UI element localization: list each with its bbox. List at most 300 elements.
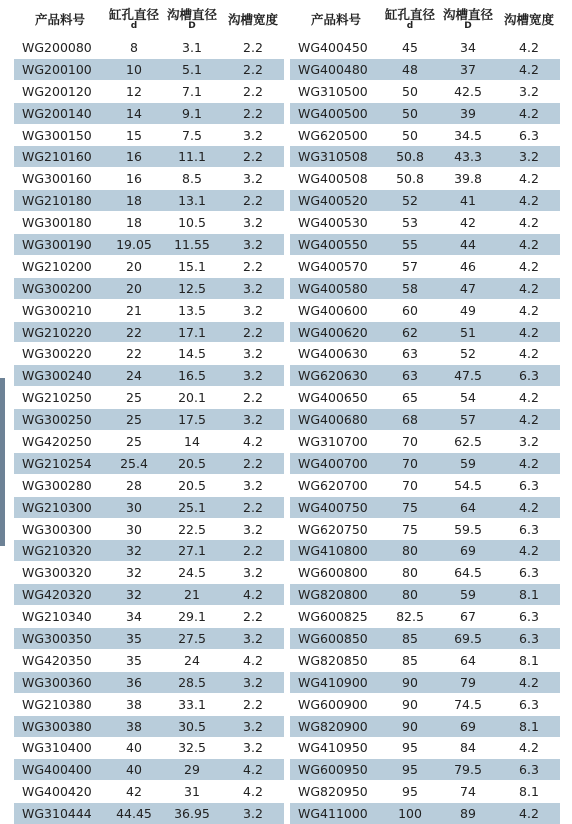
- table-row: [14, 759, 284, 781]
- cell-groove-width: 3.2: [222, 562, 284, 584]
- header-groove-diameter: 沟槽直径 D: [438, 4, 498, 37]
- table-row: [290, 496, 560, 518]
- cell-part-number: WG400550: [290, 234, 382, 256]
- cell-groove-diameter: 74.5: [438, 693, 498, 715]
- cell-part-number: WG300320: [14, 562, 106, 584]
- cell-bore-diameter: 95: [382, 759, 438, 781]
- table-row: [14, 146, 284, 168]
- header-row: [14, 4, 284, 37]
- cell-bore-diameter: 30: [106, 496, 162, 518]
- cell-groove-diameter: 25.1: [162, 496, 222, 518]
- cell-bore-diameter: 25.4: [106, 452, 162, 474]
- cell-part-number: WG210300: [14, 496, 106, 518]
- cell-part-number: WG420350: [14, 649, 106, 671]
- table-row: [290, 474, 560, 496]
- cell-groove-width: 2.2: [222, 693, 284, 715]
- cell-groove-diameter: 17.5: [162, 409, 222, 431]
- cell-part-number: WG300280: [14, 474, 106, 496]
- cell-bore-diameter: 80: [382, 584, 438, 606]
- cell-bore-diameter: 16: [106, 168, 162, 190]
- table-row: [290, 102, 560, 124]
- cell-bore-diameter: 35: [106, 628, 162, 650]
- cell-groove-diameter: 30.5: [162, 715, 222, 737]
- cell-bore-diameter: 40: [106, 737, 162, 759]
- cell-part-number: WG300350: [14, 628, 106, 650]
- cell-bore-diameter: 21: [106, 299, 162, 321]
- cell-part-number: WG200080: [14, 37, 106, 59]
- table-row: [14, 781, 284, 803]
- cell-part-number: WG310500: [290, 80, 382, 102]
- cell-groove-diameter: 54.5: [438, 474, 498, 496]
- cell-groove-diameter: 13.1: [162, 190, 222, 212]
- cell-groove-width: 8.1: [498, 649, 560, 671]
- cell-bore-diameter: 62: [382, 321, 438, 343]
- cell-groove-width: 2.2: [222, 452, 284, 474]
- cell-bore-diameter: 45: [382, 37, 438, 59]
- cell-groove-diameter: 5.1: [162, 58, 222, 80]
- cell-groove-width: 4.2: [498, 671, 560, 693]
- cell-part-number: WG310700: [290, 431, 382, 453]
- cell-groove-width: 6.3: [498, 124, 560, 146]
- cell-part-number: WG620700: [290, 474, 382, 496]
- cell-bore-diameter: 12: [106, 80, 162, 102]
- cell-part-number: WG210180: [14, 190, 106, 212]
- cell-bore-diameter: 34: [106, 606, 162, 628]
- table-row: [290, 168, 560, 190]
- spec-table-left: [14, 4, 284, 824]
- cell-groove-width: 8.1: [498, 715, 560, 737]
- cell-groove-diameter: 67: [438, 606, 498, 628]
- cell-groove-diameter: 11.1: [162, 146, 222, 168]
- cell-groove-diameter: 32.5: [162, 737, 222, 759]
- cell-part-number: WG310400: [14, 737, 106, 759]
- table-row: [14, 299, 284, 321]
- cell-groove-diameter: 47.5: [438, 365, 498, 387]
- cell-bore-diameter: 15: [106, 124, 162, 146]
- cell-bore-diameter: 90: [382, 715, 438, 737]
- table-row: [290, 365, 560, 387]
- cell-bore-diameter: 50.8: [382, 146, 438, 168]
- cell-groove-width: 2.2: [222, 496, 284, 518]
- cell-groove-diameter: 28.5: [162, 671, 222, 693]
- cell-groove-diameter: 59.5: [438, 518, 498, 540]
- cell-groove-width: 6.3: [498, 518, 560, 540]
- table-row: [290, 759, 560, 781]
- cell-groove-diameter: 44: [438, 234, 498, 256]
- cell-part-number: WG620750: [290, 518, 382, 540]
- cell-bore-diameter: 14: [106, 102, 162, 124]
- left-edge-bar: [0, 378, 5, 546]
- cell-bore-diameter: 100: [382, 803, 438, 824]
- cell-groove-width: 3.2: [222, 365, 284, 387]
- cell-part-number: WG210200: [14, 255, 106, 277]
- cell-groove-diameter: 49: [438, 299, 498, 321]
- cell-part-number: WG400450: [290, 37, 382, 59]
- cell-groove-width: 2.2: [222, 146, 284, 168]
- cell-groove-diameter: 64: [438, 649, 498, 671]
- table-row: [14, 628, 284, 650]
- cell-part-number: WG300190: [14, 234, 106, 256]
- header-groove-width: 沟槽宽度: [498, 4, 560, 37]
- cell-groove-diameter: 24.5: [162, 562, 222, 584]
- cell-groove-diameter: 27.1: [162, 540, 222, 562]
- cell-groove-width: 4.2: [222, 431, 284, 453]
- cell-groove-diameter: 7.1: [162, 80, 222, 102]
- table-row: [14, 234, 284, 256]
- table-row: [290, 212, 560, 234]
- cell-bore-diameter: 80: [382, 540, 438, 562]
- cell-part-number: WG400650: [290, 387, 382, 409]
- cell-groove-width: 3.2: [498, 431, 560, 453]
- cell-groove-width: 2.2: [222, 387, 284, 409]
- cell-part-number: WG600850: [290, 628, 382, 650]
- table-row: [290, 628, 560, 650]
- table-row: [14, 693, 284, 715]
- cell-part-number: WG300300: [14, 518, 106, 540]
- cell-bore-diameter: 20: [106, 277, 162, 299]
- table-row: [290, 431, 560, 453]
- table-row: [290, 781, 560, 803]
- cell-groove-width: 3.2: [222, 715, 284, 737]
- cell-groove-diameter: 62.5: [438, 431, 498, 453]
- cell-part-number: WG400530: [290, 212, 382, 234]
- table-row: [290, 409, 560, 431]
- cell-groove-width: 4.2: [222, 759, 284, 781]
- table-row: [14, 671, 284, 693]
- cell-bore-diameter: 36: [106, 671, 162, 693]
- cell-bore-diameter: 42: [106, 781, 162, 803]
- table-row: [290, 649, 560, 671]
- cell-part-number: WG400620: [290, 321, 382, 343]
- cell-part-number: WG420250: [14, 431, 106, 453]
- cell-part-number: WG210220: [14, 321, 106, 343]
- table-row: [14, 255, 284, 277]
- table-row: [290, 146, 560, 168]
- table-row: [14, 474, 284, 496]
- cell-groove-diameter: 12.5: [162, 277, 222, 299]
- cell-part-number: WG300380: [14, 715, 106, 737]
- cell-bore-diameter: 32: [106, 540, 162, 562]
- cell-part-number: WG400600: [290, 299, 382, 321]
- cell-groove-width: 4.2: [498, 737, 560, 759]
- cell-groove-diameter: 79.5: [438, 759, 498, 781]
- cell-groove-diameter: 64: [438, 496, 498, 518]
- table-row: [14, 321, 284, 343]
- cell-part-number: WG300200: [14, 277, 106, 299]
- table-row: [14, 387, 284, 409]
- table-row: [14, 277, 284, 299]
- cell-bore-diameter: 50: [382, 102, 438, 124]
- cell-groove-width: 4.2: [498, 37, 560, 59]
- cell-groove-width: 6.3: [498, 693, 560, 715]
- cell-groove-diameter: 13.5: [162, 299, 222, 321]
- cell-part-number: WG400420: [14, 781, 106, 803]
- table-row: [14, 737, 284, 759]
- cell-groove-width: 4.2: [498, 452, 560, 474]
- cell-bore-diameter: 52: [382, 190, 438, 212]
- cell-part-number: WG820950: [290, 781, 382, 803]
- cell-groove-diameter: 74: [438, 781, 498, 803]
- cell-part-number: WG400480: [290, 58, 382, 80]
- cell-groove-width: 4.2: [498, 803, 560, 824]
- table-row: [14, 80, 284, 102]
- cell-bore-diameter: 95: [382, 737, 438, 759]
- cell-groove-width: 8.1: [498, 781, 560, 803]
- cell-bore-diameter: 19.05: [106, 234, 162, 256]
- cell-groove-diameter: 16.5: [162, 365, 222, 387]
- cell-groove-width: 4.2: [222, 584, 284, 606]
- cell-groove-width: 3.2: [222, 628, 284, 650]
- cell-groove-diameter: 21: [162, 584, 222, 606]
- cell-bore-diameter: 90: [382, 693, 438, 715]
- cell-groove-diameter: 36.95: [162, 803, 222, 824]
- cell-bore-diameter: 25: [106, 431, 162, 453]
- cell-groove-width: 3.2: [222, 737, 284, 759]
- cell-bore-diameter: 63: [382, 343, 438, 365]
- cell-groove-diameter: 39.8: [438, 168, 498, 190]
- cell-bore-diameter: 24: [106, 365, 162, 387]
- cell-part-number: WG820900: [290, 715, 382, 737]
- table-row: [290, 452, 560, 474]
- cell-groove-width: 2.2: [222, 540, 284, 562]
- cell-groove-diameter: 42: [438, 212, 498, 234]
- cell-bore-diameter: 32: [106, 562, 162, 584]
- cell-part-number: WG400580: [290, 277, 382, 299]
- cell-part-number: WG620630: [290, 365, 382, 387]
- table-row: [14, 190, 284, 212]
- cell-part-number: WG200120: [14, 80, 106, 102]
- cell-groove-width: 4.2: [498, 212, 560, 234]
- cell-part-number: WG300160: [14, 168, 106, 190]
- cell-groove-diameter: 54: [438, 387, 498, 409]
- cell-bore-diameter: 58: [382, 277, 438, 299]
- cell-part-number: WG210254: [14, 452, 106, 474]
- cell-groove-width: 3.2: [498, 80, 560, 102]
- cell-groove-diameter: 57: [438, 409, 498, 431]
- cell-groove-diameter: 47: [438, 277, 498, 299]
- cell-groove-width: 3.2: [222, 671, 284, 693]
- cell-groove-diameter: 34: [438, 37, 498, 59]
- cell-groove-width: 4.2: [498, 255, 560, 277]
- cell-groove-width: 2.2: [222, 102, 284, 124]
- cell-bore-diameter: 8: [106, 37, 162, 59]
- cell-part-number: WG820850: [290, 649, 382, 671]
- cell-bore-diameter: 85: [382, 628, 438, 650]
- cell-part-number: WG600825: [290, 606, 382, 628]
- cell-part-number: WG600900: [290, 693, 382, 715]
- table-row: [14, 649, 284, 671]
- cell-groove-width: 2.2: [222, 80, 284, 102]
- header-bore-diameter: 缸孔直径 d: [106, 4, 162, 37]
- cell-part-number: WG420320: [14, 584, 106, 606]
- cell-groove-width: 6.3: [498, 606, 560, 628]
- cell-bore-diameter: 75: [382, 518, 438, 540]
- cell-bore-diameter: 57: [382, 255, 438, 277]
- table-row: [290, 277, 560, 299]
- cell-groove-width: 4.2: [498, 190, 560, 212]
- cell-groove-diameter: 37: [438, 58, 498, 80]
- spec-table-right: [290, 4, 560, 824]
- cell-groove-diameter: 64.5: [438, 562, 498, 584]
- cell-bore-diameter: 90: [382, 671, 438, 693]
- cell-part-number: WG411000: [290, 803, 382, 824]
- cell-part-number: WG210380: [14, 693, 106, 715]
- cell-bore-diameter: 70: [382, 431, 438, 453]
- cell-groove-width: 4.2: [498, 102, 560, 124]
- table-row: [290, 299, 560, 321]
- cell-groove-width: 6.3: [498, 474, 560, 496]
- cell-bore-diameter: 16: [106, 146, 162, 168]
- cell-groove-diameter: 24: [162, 649, 222, 671]
- header-groove-width: 沟槽宽度: [222, 4, 284, 37]
- table-row: [290, 540, 560, 562]
- table-row: [14, 606, 284, 628]
- cell-groove-width: 2.2: [222, 190, 284, 212]
- cell-bore-diameter: 18: [106, 190, 162, 212]
- cell-groove-diameter: 41: [438, 190, 498, 212]
- cell-groove-width: 3.2: [498, 146, 560, 168]
- cell-part-number: WG300360: [14, 671, 106, 693]
- cell-groove-width: 4.2: [498, 168, 560, 190]
- cell-bore-diameter: 20: [106, 255, 162, 277]
- cell-bore-diameter: 32: [106, 584, 162, 606]
- cell-bore-diameter: 70: [382, 452, 438, 474]
- cell-groove-diameter: 29.1: [162, 606, 222, 628]
- cell-part-number: WG400570: [290, 255, 382, 277]
- cell-bore-diameter: 55: [382, 234, 438, 256]
- cell-groove-diameter: 11.55: [162, 234, 222, 256]
- cell-groove-diameter: 79: [438, 671, 498, 693]
- table-row: [14, 431, 284, 453]
- cell-groove-width: 2.2: [222, 321, 284, 343]
- table-row: [290, 58, 560, 80]
- cell-part-number: WG310508: [290, 146, 382, 168]
- table-row: [290, 387, 560, 409]
- cell-groove-diameter: 7.5: [162, 124, 222, 146]
- cell-groove-width: 3.2: [222, 409, 284, 431]
- cell-groove-width: 6.3: [498, 759, 560, 781]
- cell-groove-diameter: 69: [438, 540, 498, 562]
- cell-bore-diameter: 63: [382, 365, 438, 387]
- cell-groove-width: 3.2: [222, 168, 284, 190]
- cell-groove-diameter: 59: [438, 584, 498, 606]
- table-row: [14, 102, 284, 124]
- cell-groove-diameter: 89: [438, 803, 498, 824]
- cell-groove-diameter: 20.1: [162, 387, 222, 409]
- cell-groove-diameter: 3.1: [162, 37, 222, 59]
- cell-part-number: WG400700: [290, 452, 382, 474]
- cell-groove-width: 4.2: [498, 409, 560, 431]
- cell-bore-diameter: 22: [106, 343, 162, 365]
- cell-part-number: WG410950: [290, 737, 382, 759]
- table-row: [14, 365, 284, 387]
- cell-bore-diameter: 95: [382, 781, 438, 803]
- table-row: [14, 409, 284, 431]
- cell-groove-diameter: 20.5: [162, 474, 222, 496]
- table-body: [290, 37, 560, 824]
- cell-bore-diameter: 10: [106, 58, 162, 80]
- cell-bore-diameter: 35: [106, 649, 162, 671]
- cell-part-number: WG200140: [14, 102, 106, 124]
- cell-groove-width: 2.2: [222, 255, 284, 277]
- cell-groove-diameter: 20.5: [162, 452, 222, 474]
- cell-groove-diameter: 17.1: [162, 321, 222, 343]
- table-row: [290, 37, 560, 59]
- cell-bore-diameter: 50: [382, 124, 438, 146]
- header-bore-diameter: 缸孔直径 d: [382, 4, 438, 37]
- cell-part-number: WG310444: [14, 803, 106, 824]
- cell-groove-width: 2.2: [222, 606, 284, 628]
- table-row: [290, 715, 560, 737]
- table-row: [290, 234, 560, 256]
- cell-groove-width: 2.2: [222, 37, 284, 59]
- cell-part-number: WG300220: [14, 343, 106, 365]
- cell-bore-diameter: 82.5: [382, 606, 438, 628]
- table-row: [290, 321, 560, 343]
- cell-part-number: WG210320: [14, 540, 106, 562]
- table-row: [290, 255, 560, 277]
- cell-groove-diameter: 52: [438, 343, 498, 365]
- table-row: [290, 584, 560, 606]
- table-row: [290, 518, 560, 540]
- cell-bore-diameter: 18: [106, 212, 162, 234]
- cell-groove-width: 3.2: [222, 803, 284, 824]
- table-row: [290, 80, 560, 102]
- cell-groove-diameter: 33.1: [162, 693, 222, 715]
- cell-groove-width: 4.2: [498, 343, 560, 365]
- cell-bore-diameter: 38: [106, 693, 162, 715]
- cell-groove-width: 4.2: [498, 540, 560, 562]
- table-row: [14, 562, 284, 584]
- cell-bore-diameter: 50: [382, 80, 438, 102]
- header-groove-diameter: 沟槽直径 D: [162, 4, 222, 37]
- header-part-number: 产品料号: [14, 4, 106, 37]
- cell-groove-diameter: 14: [162, 431, 222, 453]
- cell-groove-diameter: 31: [162, 781, 222, 803]
- cell-groove-width: 6.3: [498, 628, 560, 650]
- cell-bore-diameter: 85: [382, 649, 438, 671]
- cell-groove-diameter: 39: [438, 102, 498, 124]
- cell-groove-diameter: 59: [438, 452, 498, 474]
- cell-groove-diameter: 29: [162, 759, 222, 781]
- cell-part-number: WG300180: [14, 212, 106, 234]
- header-row: [290, 4, 560, 37]
- cell-groove-diameter: 69.5: [438, 628, 498, 650]
- cell-part-number: WG600800: [290, 562, 382, 584]
- cell-groove-width: 4.2: [222, 781, 284, 803]
- cell-part-number: WG410900: [290, 671, 382, 693]
- cell-groove-width: 3.2: [222, 518, 284, 540]
- cell-groove-width: 3.2: [222, 124, 284, 146]
- cell-part-number: WG300150: [14, 124, 106, 146]
- table-body: [14, 37, 284, 824]
- cell-bore-diameter: 44.45: [106, 803, 162, 824]
- cell-groove-width: 4.2: [498, 277, 560, 299]
- table-row: [14, 496, 284, 518]
- table-row: [290, 671, 560, 693]
- cell-part-number: WG210340: [14, 606, 106, 628]
- cell-groove-diameter: 84: [438, 737, 498, 759]
- cell-part-number: WG400500: [290, 102, 382, 124]
- cell-part-number: WG400680: [290, 409, 382, 431]
- table-row: [290, 190, 560, 212]
- table-row: [14, 124, 284, 146]
- cell-groove-width: 3.2: [222, 212, 284, 234]
- cell-groove-width: 4.2: [222, 649, 284, 671]
- cell-part-number: WG210160: [14, 146, 106, 168]
- cell-groove-diameter: 8.5: [162, 168, 222, 190]
- cell-part-number: WG300210: [14, 299, 106, 321]
